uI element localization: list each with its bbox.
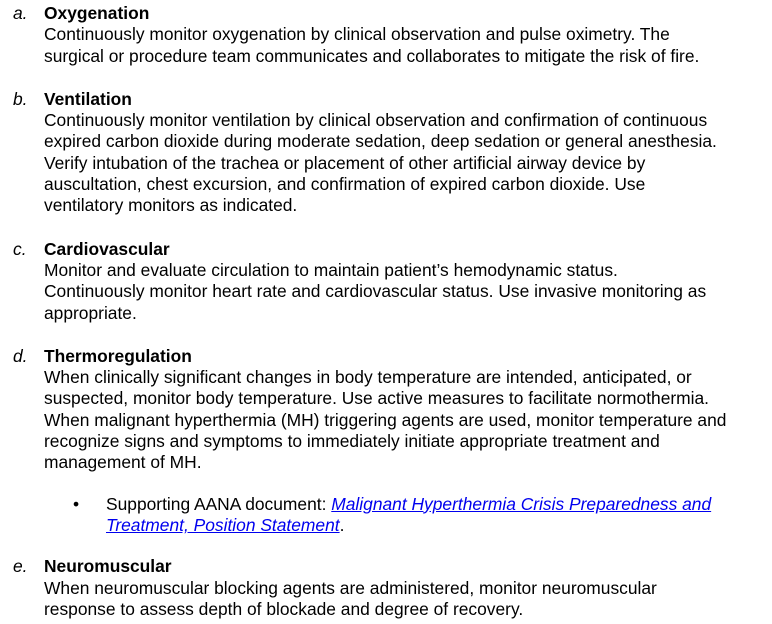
section-marker: e.	[13, 556, 28, 577]
supporting-documents-list	[44, 494, 772, 537]
section-body: Continuously monitor ventilation by clinical observation and confirmation of continuous expired carbon dioxide during moderate sedation, deep sedation or general anesthesia. Verify intubation of the trachea or placement of other artificial airway device by auscultation, chest excursion, and confirmation of expired carbon dioxide. Use ventilatory monitors as indicated.	[44, 110, 717, 216]
section-heading: Cardiovascular	[44, 238, 170, 259]
section-marker: b.	[13, 88, 28, 109]
section-oxygenation	[0, 3, 772, 67]
section-marker: a.	[13, 3, 28, 23]
list-item	[44, 494, 772, 537]
section-marker: c.	[13, 238, 27, 259]
section-thermoregulation	[0, 346, 772, 536]
section-ventilation	[0, 89, 772, 217]
section-body: Monitor and evaluate circulation to maintain patient’s hemodynamic status. Continuously monitor heart rate and cardiovascular status. Use invasive monitoring as appropriate.	[44, 259, 707, 323]
section-body: When neuromuscular blocking agents are administered, monitor neuromuscular response to assess depth of blockade and degree of recovery.	[44, 577, 657, 619]
section-cardiovascular	[0, 239, 772, 324]
bullet-suffix: .	[339, 514, 345, 535]
section-heading: Ventilation	[44, 88, 132, 109]
section-heading: Thermoregulation	[44, 345, 192, 366]
section-body: When clinically significant changes in body temperature are intended, anticipated, or suspected, monitor body temperature. Use active measures to facilitate normothermia. When malignant hyperthermia (MH) triggering agents are used, monitor temperature and recognize signs and symptoms to immediately initiate appropriate treatment and management of MH.	[44, 367, 727, 473]
malignant-hyperthermia-link[interactable]: Malignant Hyperthermia Crisis Preparedness and Treatment, Position Statement	[106, 493, 712, 535]
bullet-prefix: Supporting AANA document:	[106, 493, 332, 514]
bullet-icon: •	[73, 493, 80, 514]
section-body: Continuously monitor oxygenation by clinical observation and pulse oximetry. The surgical or procedure team communicates and collaborates to mitigate the risk of fire.	[44, 24, 700, 66]
section-heading: Neuromuscular	[44, 556, 172, 577]
section-marker: d.	[13, 345, 28, 366]
section-neuromuscular	[0, 556, 772, 620]
section-heading: Oxygenation	[44, 3, 150, 23]
